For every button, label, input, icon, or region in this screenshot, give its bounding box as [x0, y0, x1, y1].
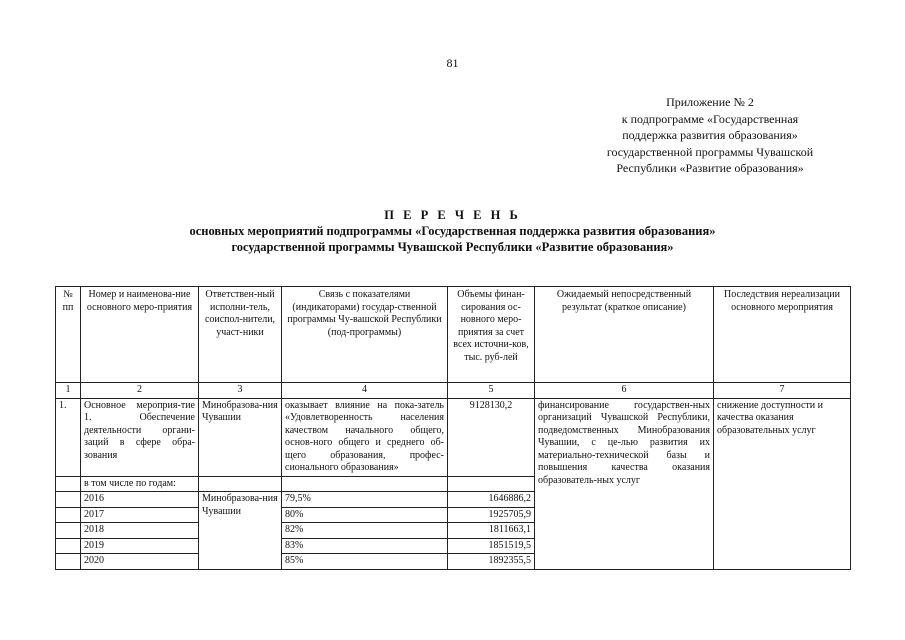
year-volume: 1925705,9 — [448, 507, 535, 523]
column-number: 7 — [714, 383, 851, 399]
table-row — [56, 398, 851, 476]
year-volume: 1811663,1 — [448, 523, 535, 539]
indicator-value: 80% — [282, 507, 448, 523]
document-title: П Е Р Е Ч Е Н Ь — [384, 208, 521, 222]
column-number: 6 — [535, 383, 714, 399]
row-number: 1. — [56, 398, 81, 476]
document-subtitle-line: основных мероприятий подпрограммы «Государственная поддержка развития образования» — [189, 224, 716, 238]
indicator-value: 79,5% — [282, 492, 448, 508]
measures-table — [55, 286, 851, 570]
header-cell-executor: Ответствен-ный исполни-тель, соиспол-нители, участ-ники — [199, 287, 282, 383]
indicator-value: 82% — [282, 523, 448, 539]
year-volume: 1892355,5 — [448, 554, 535, 570]
table-header-row — [56, 287, 851, 383]
column-number: 3 — [199, 383, 282, 399]
column-number: 2 — [81, 383, 199, 399]
indicator-value: 85% — [282, 554, 448, 570]
measure-name: Основное мероприя-тие 1. Обеспечение деятельности органи-заций в сфере обра-зования — [81, 398, 199, 476]
year-cell: 2020 — [81, 554, 199, 570]
years-executor: Минобразова-ния Чувашии — [199, 492, 282, 570]
page-number: 81 — [446, 56, 459, 70]
year-volume: 1646886,2 — [448, 492, 535, 508]
header-cell-consequence: Последствия нереализации основного мероприятия — [714, 287, 851, 383]
year-cell: 2018 — [81, 523, 199, 539]
indicator-value: 83% — [282, 538, 448, 554]
header-cell-volume: Объемы финан-сирования ос-новного меро-приятия за счет всех источни-ков, тыс. руб-лей — [448, 287, 535, 383]
appendix-line: к подпрограмме «Государственная — [621, 111, 799, 126]
indicator-link: оказывает влияние на пока-затель «Удовлетворенность населения качеством начального общего, основ-ного общего и среднего об-щего образования, профес-сионального образования» — [282, 398, 448, 476]
header-cell-name: Номер и наименова-ние основного меро-приятия — [81, 287, 199, 383]
column-number: 5 — [448, 383, 535, 399]
year-cell: 2016 — [81, 492, 199, 508]
appendix-line: поддержка развития образования» — [622, 128, 798, 142]
appendix-line: Республики «Развитие образования» — [616, 161, 804, 175]
funding-volume: 9128130,2 — [448, 398, 535, 476]
document-subtitle-line: государственной программы Чувашской Республики «Развитие образования» — [231, 240, 674, 254]
column-number: 4 — [282, 383, 448, 399]
appendix-line: Приложение № 2 — [666, 95, 754, 109]
header-cell-number: № пп — [56, 287, 81, 383]
appendix-block — [580, 94, 840, 177]
expected-result: финансирование государствен-ных организаций Чувашской Республики, подведомственных Минобразования Чувашии, с це-лью развития их материально-технической базы и повышения качества оказания образователь-ных услуг — [535, 398, 714, 569]
header-cell-result: Ожидаемый непосредственный результат (краткое описание) — [535, 287, 714, 383]
header-cell-indicators: Связь с показателями (индикаторами) государ-ственной программы Чу-вашской Республики (под-программы) — [282, 287, 448, 383]
by-years-label: в том числе по годам: — [81, 476, 199, 492]
measure-executor: Минобразова-ния Чувашии — [199, 398, 282, 476]
column-number: 1 — [56, 383, 81, 399]
year-cell: 2019 — [81, 538, 199, 554]
document-heading — [0, 207, 905, 255]
column-number-row — [56, 383, 851, 399]
appendix-line: государственной программы Чувашской — [606, 144, 814, 159]
consequence: снижение доступности и качества оказания образовательных услуг — [714, 398, 851, 569]
year-volume: 1851519,5 — [448, 538, 535, 554]
year-cell: 2017 — [81, 507, 199, 523]
